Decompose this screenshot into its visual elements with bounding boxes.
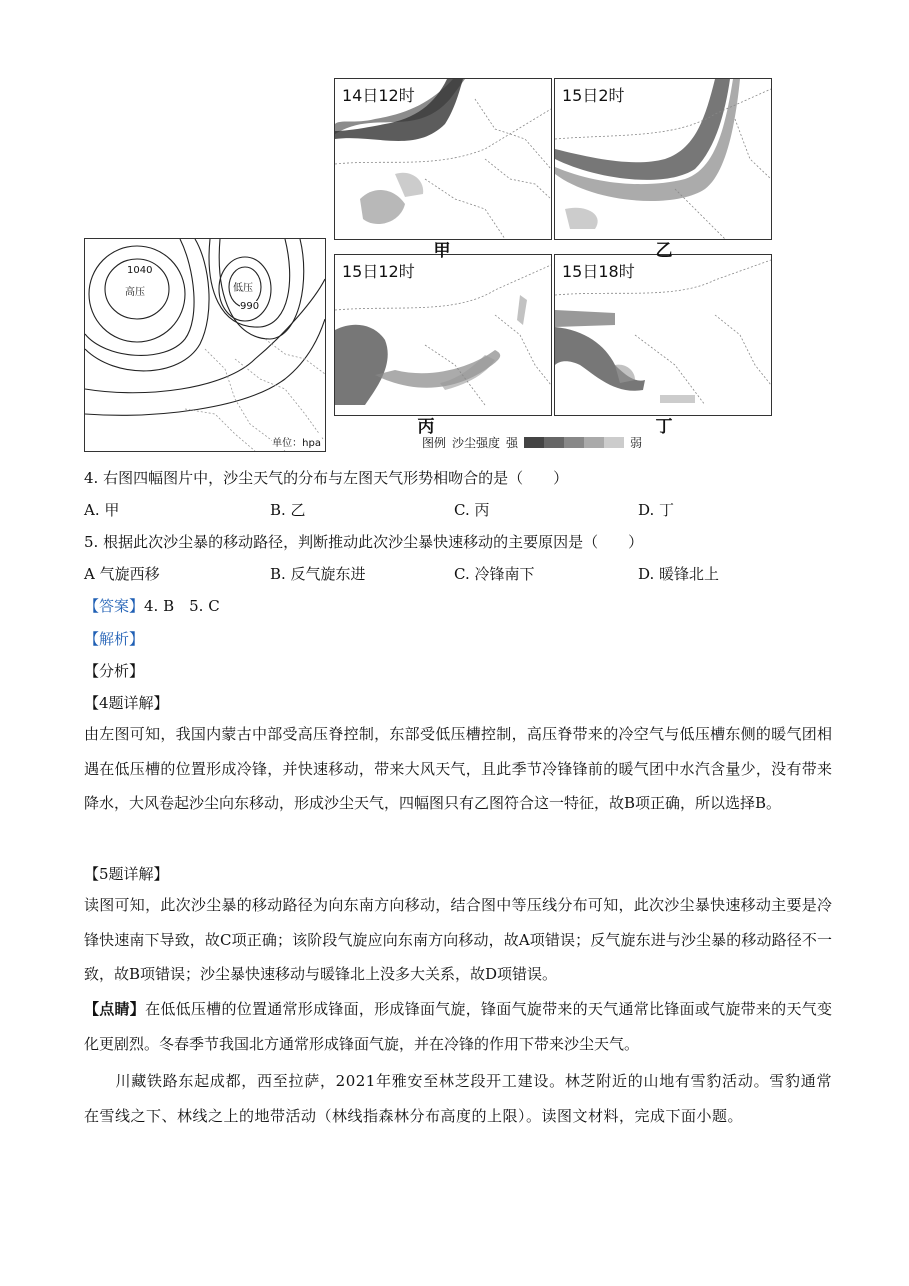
q5-detail-text: 读图可知，此次沙尘暴的移动路径为向东南方向移动，结合图中等压线分布可知，此次沙尘暴快速移动主要是冷锋快速南下导致，故C项正确；该阶段气旋应向东南方向移动，故A项错误；反气旋东进与沙尘暴的移动路径不一致，故B项错误；沙尘暴快速移动与暖锋北上没多大关系，故D项错误。 — [84, 896, 832, 983]
legend-gradient — [524, 437, 624, 448]
q5-option-a: A 气旋西移 — [84, 565, 160, 583]
panel-time-jia: 14日12时 — [339, 83, 418, 106]
q4-option-c: C. 丙 — [454, 501, 490, 519]
q4-detail-text: 由左图可知，我国内蒙古中部受高压脊控制，东部受低压槽控制，高压脊带来的冷空气与低压槽东侧的暖气团相遇在低压槽的位置形成冷锋，并快速移动，带来大风天气，且此季节冷锋锋前的暖气团中水汽含量少，没有带来降水，大风卷起沙尘向东移动，形成沙尘天气，四幅图只有乙图符合这一特征，故B项正确，所以选择B。 — [84, 725, 832, 812]
dust-panel-ding — [554, 254, 772, 416]
dianjing-block — [84, 992, 832, 1061]
answer-text: 4. B 5. C — [144, 597, 220, 615]
q4-option-d: D. 丁 — [638, 501, 675, 519]
q5-option-b: B. 反气旋东进 — [270, 565, 366, 583]
caption-bing: 丙 — [417, 417, 435, 437]
isobar-lines — [85, 239, 325, 451]
q4-stem: 4. 右图四幅图片中，沙尘天气的分布与左图天气形势相吻合的是（ ） — [84, 469, 569, 487]
dianjing-tag: 【点睛】 — [84, 1000, 146, 1018]
analysis-tag: 【解析】 — [84, 630, 145, 648]
fenxi-tag: 【分析】 — [84, 662, 145, 680]
dust-panel-bing — [334, 254, 552, 416]
dust-legend — [422, 434, 642, 451]
panel-time-ding: 15日18时 — [559, 259, 638, 282]
q5-stem: 5. 根据此次沙尘暴的移动路径，判断推动此次沙尘暴快速移动的主要原因是（ ） — [84, 533, 644, 551]
legend-title: 图例 — [422, 436, 447, 450]
panel-time-bing: 15日12时 — [339, 259, 418, 282]
legend-strong: 强 — [506, 436, 519, 450]
unit-label: 单位：hpa — [272, 434, 321, 449]
answer-tag: 【答案】 — [84, 597, 145, 615]
caption-jia: 甲 — [433, 241, 451, 261]
weather-figure — [84, 76, 774, 452]
q4-option-a: A. 甲 — [84, 501, 120, 519]
next-material: 川藏铁路东起成都，西至拉萨，2021年雅安至林芝段开工建设。林芝附近的山地有雪豹活动。雪豹通常在雪线之下、林线之上的地带活动（林线指森林分布高度的上限）。读图文材料，完成下面小题。 — [84, 1072, 832, 1125]
q5-option-d: D. 暖锋北上 — [638, 565, 720, 583]
q4-option-b: B. 乙 — [270, 501, 306, 519]
dianjing-text: 在低低压槽的位置通常形成锋面，形成锋面气旋，锋面气旋带来的天气通常比锋面或气旋带来的天气变化更剧烈。冬春季节我国北方通常形成锋面气旋，并在冷锋的作用下带来沙尘天气。 — [84, 1000, 832, 1053]
q5-detail-tag: 【5题详解】 — [84, 865, 169, 883]
q4-detail-tag: 【4题详解】 — [84, 694, 169, 712]
panel-time-yi: 15日2时 — [559, 83, 628, 106]
caption-ding: 丁 — [655, 417, 673, 437]
high-pressure-label: 高压 — [125, 287, 145, 298]
q5-option-c: C. 冷锋南下 — [454, 565, 535, 583]
low-pressure-label: 低压 — [233, 283, 253, 294]
dust-panel-jia — [334, 78, 552, 240]
legend-name: 沙尘强度 — [452, 436, 501, 450]
answer-line — [84, 595, 220, 616]
legend-weak: 弱 — [630, 436, 643, 450]
isobar-990-label: 990 — [240, 301, 260, 312]
isobar-map — [84, 238, 326, 452]
caption-yi: 乙 — [655, 241, 673, 261]
isobar-1040-label: 1040 — [127, 265, 153, 276]
dust-panel-yi — [554, 78, 772, 240]
